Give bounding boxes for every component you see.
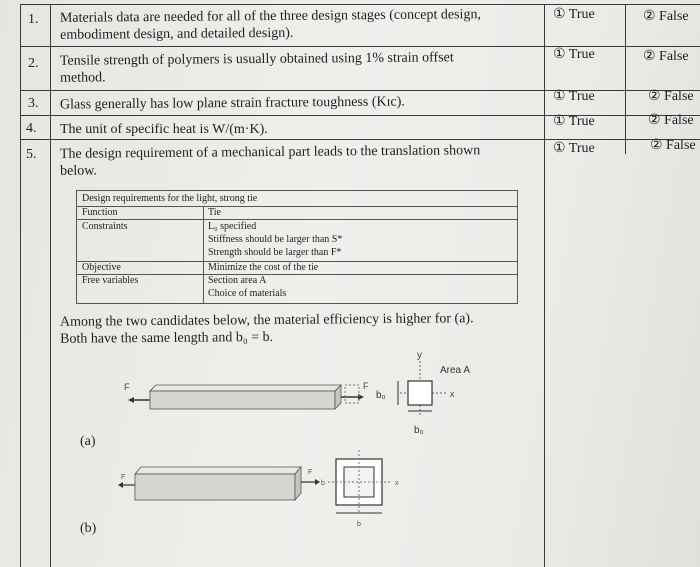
question-number: 3. bbox=[28, 96, 39, 111]
left-border bbox=[20, 4, 21, 567]
table-top-rule bbox=[20, 4, 700, 5]
question-line: below. bbox=[60, 163, 97, 179]
option-false[interactable]: ② False bbox=[648, 89, 694, 104]
row-rule-4 bbox=[20, 139, 700, 140]
design-requirements-table bbox=[76, 190, 518, 304]
question-number: 5. bbox=[26, 147, 37, 162]
question-column-rule bbox=[544, 4, 545, 567]
end-section bbox=[345, 385, 359, 403]
question-text bbox=[60, 93, 405, 113]
arrowhead bbox=[118, 482, 123, 488]
option-true[interactable]: ① True bbox=[553, 47, 595, 62]
question-text bbox=[60, 6, 481, 44]
table-column-rule bbox=[203, 206, 204, 303]
number-column-rule bbox=[50, 4, 51, 567]
label-b: (b) bbox=[80, 521, 97, 536]
table-rule bbox=[77, 206, 517, 207]
x-axis-label: x bbox=[450, 389, 455, 399]
force-label: F bbox=[124, 382, 130, 392]
question-line: Materials data are needed for all of the three design stages (concept design, bbox=[59, 7, 481, 26]
option-false[interactable]: ② False bbox=[643, 49, 689, 64]
arrowhead bbox=[128, 397, 134, 403]
function-label: Function bbox=[82, 207, 118, 218]
bar-b bbox=[135, 474, 295, 500]
constraint-item: Strength should be larger than F* bbox=[208, 247, 342, 258]
free-variables-label: Free variables bbox=[82, 275, 139, 286]
question-text bbox=[60, 142, 481, 180]
force-label: F bbox=[308, 469, 313, 476]
function-value: Tie bbox=[208, 207, 221, 218]
question-line: Tensile strength of polymers is usually obtained using 1% strain offset bbox=[59, 50, 454, 69]
true-false-rule bbox=[625, 4, 626, 154]
table-title: Design requirements for the light, strong tie bbox=[82, 193, 258, 204]
label-a: (a) bbox=[80, 434, 96, 449]
b0-label: b₀ bbox=[376, 390, 386, 401]
b-label: b bbox=[357, 521, 361, 528]
arrowhead bbox=[315, 479, 320, 485]
y-axis-label: y bbox=[417, 350, 422, 361]
row-rule-2 bbox=[20, 90, 700, 91]
option-true[interactable]: ① True bbox=[553, 114, 595, 129]
objective-label: Objective bbox=[82, 262, 121, 273]
force-label: F bbox=[121, 474, 126, 481]
question-text bbox=[60, 121, 268, 138]
objective-value: Minimize the cost of the tie bbox=[208, 262, 319, 273]
square-section-a bbox=[408, 381, 432, 405]
bar-a-top bbox=[150, 385, 341, 391]
option-true[interactable]: ① True bbox=[553, 141, 595, 156]
question-number: 4. bbox=[26, 121, 37, 136]
question-text bbox=[60, 49, 454, 86]
question-number: 1. bbox=[28, 12, 39, 27]
bar-b-top bbox=[135, 467, 301, 474]
row-rule-1 bbox=[20, 46, 700, 47]
table-rule bbox=[77, 219, 517, 220]
candidate-figure bbox=[70, 345, 490, 560]
option-false[interactable]: ② False bbox=[643, 9, 689, 24]
option-false[interactable]: ② False bbox=[648, 113, 694, 128]
table-rule bbox=[77, 274, 517, 275]
x-axis-label: x bbox=[395, 480, 399, 487]
question-line: Glass generally has low plane strain fracture toughness (Kıc). bbox=[59, 94, 405, 113]
free-variable-item: Choice of materials bbox=[208, 288, 287, 299]
question-line: method. bbox=[60, 70, 106, 86]
statement-text bbox=[60, 310, 474, 348]
question-line: embodiment design, and detailed design). bbox=[60, 25, 294, 43]
constraint-item: L₀ specified bbox=[208, 221, 257, 232]
area-label: Area A bbox=[440, 365, 471, 376]
force-label: F bbox=[363, 381, 369, 391]
question-number: 2. bbox=[28, 56, 39, 71]
b0-label: b₀ bbox=[414, 425, 424, 436]
free-variable-item: Section area A bbox=[208, 275, 267, 286]
option-false[interactable]: ② False bbox=[650, 138, 696, 153]
question-line: The unit of specific heat is W/(m·K). bbox=[60, 122, 268, 137]
option-true[interactable]: ① True bbox=[553, 7, 595, 22]
row-rule-3 bbox=[20, 115, 700, 116]
statement-line: Both have the same length and b₀ = b. bbox=[60, 329, 274, 347]
constraint-item: Stiffness should be larger than S* bbox=[208, 234, 343, 245]
bar-a bbox=[150, 391, 335, 409]
option-true[interactable]: ① True bbox=[553, 89, 595, 104]
statement-line: Among the two candidates below, the material efficiency is higher for (a). bbox=[59, 311, 474, 330]
b-label: b bbox=[321, 480, 325, 487]
question-line: The design requirement of a mechanical part leads to the translation shown bbox=[59, 143, 481, 162]
constraints-label: Constraints bbox=[82, 221, 128, 232]
